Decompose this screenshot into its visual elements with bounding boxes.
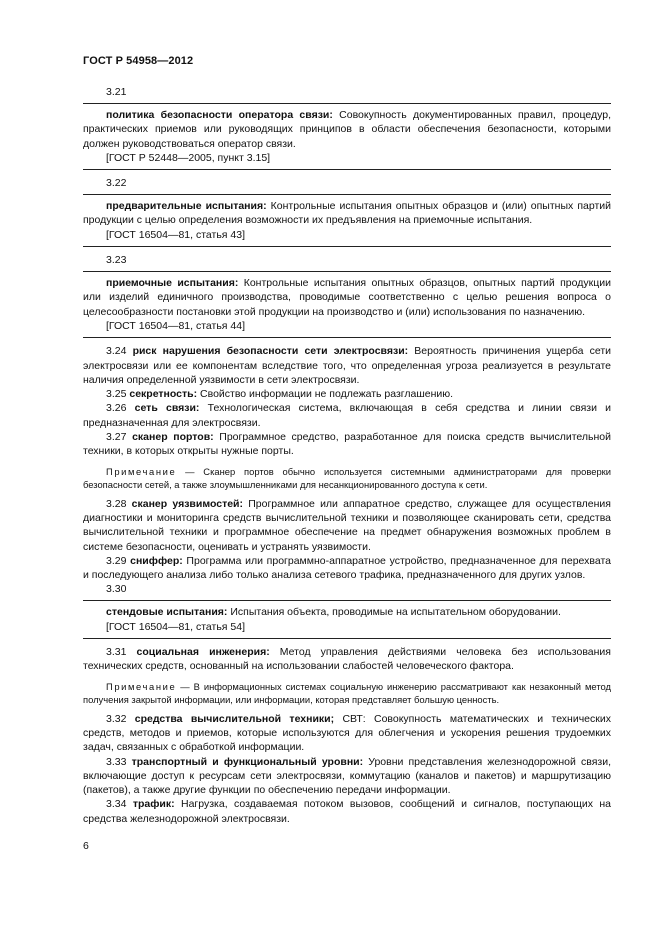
term-reference: [ГОСТ 16504—81, статья 43]	[106, 228, 245, 241]
term-name: трафик:	[132, 798, 175, 811]
note-label: Примечание	[106, 465, 177, 477]
term-definition-3-32	[83, 712, 611, 755]
term-reference: [ГОСТ 16504—81, статья 54]	[106, 620, 245, 633]
term-number-3-23: 3.23	[106, 254, 127, 267]
term-text: Совокупность документированных правил, процедур, практических приемов или руководящих принципов в области обеспечения безопасности, которыми должен руководствоваться оператор связи.	[83, 109, 611, 150]
term-name: социальная инженерия:	[136, 646, 270, 659]
term-name: средства вычислительной техники;	[134, 712, 335, 725]
term-box-3-22	[83, 194, 611, 247]
term-number: 3.32	[106, 712, 127, 725]
term-definition-3-29	[83, 554, 611, 583]
term-name: сканер портов:	[132, 431, 214, 444]
term-name: политика безопасности оператора связи:	[106, 109, 333, 121]
term-name: транспортный и функциональный уровни:	[131, 755, 364, 768]
term-definition-3-34	[83, 797, 611, 826]
term-definition-3-33	[83, 755, 611, 798]
term-text: Программное средство, разработанное для поиска средств вычислительной техники, в которых открыты нужные порты.	[83, 431, 611, 458]
note-text: — В информационных системах социальную инженерию рассматривают как незаконный метод получения закрытой информации, или информации, которая представляет большую ценность.	[83, 680, 611, 705]
note-label: Примечание	[106, 680, 177, 692]
term-reference: [ГОСТ Р 52448—2005, пункт 3.15]	[106, 151, 271, 164]
document-page	[83, 55, 611, 826]
term-definition-3-23	[83, 276, 611, 319]
term-definition-3-28	[83, 497, 611, 554]
note-social-engineering	[83, 680, 611, 706]
page-number: 6	[83, 840, 89, 852]
term-name: секретность:	[129, 388, 198, 401]
term-definition-3-25	[83, 387, 611, 401]
term-definition-3-31	[83, 645, 611, 674]
term-name: приемочные испытания:	[106, 277, 239, 290]
term-number: 3.31	[106, 646, 127, 659]
term-number: 3.28	[106, 497, 127, 510]
term-definition-3-30	[83, 605, 611, 619]
term-number-3-22: 3.22	[106, 177, 127, 190]
term-number: 3.34	[106, 798, 127, 811]
term-name: сеть связи:	[134, 402, 200, 415]
standard-header: ГОСТ Р 54958—2012	[83, 55, 194, 67]
note-port-scanner	[83, 465, 611, 491]
term-text: Нагрузка, создаваемая потоком вызовов, сообщений и сигналов, поступающих на средства железнодорожной электросвязи.	[83, 798, 611, 825]
term-definition-3-24	[83, 344, 611, 387]
term-number: 3.25	[106, 388, 127, 401]
term-number-3-21: 3.21	[106, 86, 127, 98]
term-name: риск нарушения безопасности сети электросвязи:	[132, 345, 409, 358]
term-number-3-30: 3.30	[106, 583, 127, 596]
term-text: СВТ: Совокупность математических и технических средств, методов и приемов, которые используются для облегчения и ускорения решения трудоемких задач, связанных с обработкой информации.	[83, 712, 611, 754]
term-text: Вероятность причинения ущерба сети электросвязи или ее компонентам вследствие того, что определенная угроза реализуется в результате наличия определенной уязвимости в сети электросвязи.	[83, 345, 612, 386]
term-text: Программа или программно-аппаратное устройство, предназначенное для перехвата и последующего анализа либо только анализа сетевого трафика, предназначенного для других узлов.	[83, 554, 611, 582]
term-text: Свойство информации не подлежать разглашению.	[197, 388, 454, 401]
note-text: — Сканер портов обычно используется системными администраторами для проверки безопасности сетей, а также злоумышленниками для несанкционированного доступа к сети.	[83, 465, 611, 490]
term-reference: [ГОСТ 16504—81, статья 44]	[106, 319, 245, 332]
term-definition-3-21	[83, 108, 611, 151]
term-text: Контрольные испытания опытных образцов и (или) опытных партий продукции с целью определения возможности их предъявления на приемочные испытания.	[83, 200, 611, 227]
term-text: Метод управления действиями человека без использования технических средств, основанный на использовании слабостей человеческого фактора.	[83, 646, 611, 673]
term-text: Технологическая система, включающая в себя средства и линии связи и предназначенная для электросвязи.	[83, 402, 612, 429]
term-definition-3-27	[83, 430, 611, 459]
term-box-3-23	[83, 271, 611, 338]
term-text: Программное или аппаратное средство, служащее для осуществления диагностики и мониторинга средств вычислительной техники и позволяющее сканировать сети, средства вычислительной техники и программное обеспечение на предмет обнаружения возможных проблем в системе безопасности, оценивать и устранять уязвимости.	[83, 497, 611, 553]
term-text: Контрольные испытания опытных образцов, опытных партий продукции или изделий единичного производства, проводимые соответственно с целью решения вопроса о целесообразности постановки этой продукции на производство и (или) использования по назначению.	[83, 277, 611, 318]
term-definition-3-22	[83, 199, 611, 228]
term-number: 3.33	[106, 755, 127, 768]
term-number: 3.26	[106, 402, 127, 415]
term-definition-3-26	[83, 401, 611, 430]
term-number: 3.27	[106, 431, 127, 444]
term-text: Уровни представления железнодорожной связи, включающие доступ к ресурсам сети электросвязи, коммутацию (каналов и пакетов) и маршрутизацию (пакетов), а также другие функции по обеспечению передачи информации.	[83, 755, 611, 797]
term-box-3-30	[83, 600, 611, 639]
term-number: 3.24	[106, 345, 127, 358]
term-box-3-21	[83, 103, 611, 170]
term-name: стендовые испытания:	[106, 606, 228, 619]
term-name: сниффер:	[130, 554, 183, 567]
term-number: 3.29	[106, 554, 127, 567]
term-text: Испытания объекта, проводимые на испытательном оборудовании.	[227, 606, 561, 619]
term-name: сканер уязвимостей:	[131, 497, 244, 510]
term-name: предварительные испытания:	[106, 200, 267, 213]
